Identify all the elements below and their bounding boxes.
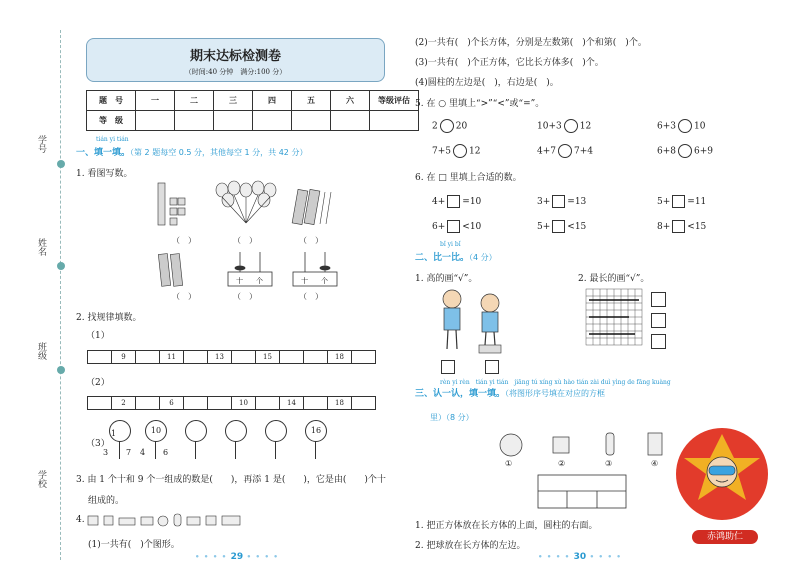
section3-heading (415, 386, 605, 399)
cube-icon (206, 516, 216, 525)
two-kids-illustration (425, 287, 525, 359)
section2-question-2: 2. 最长的画“√”。 (578, 274, 650, 284)
sequence-1 (87, 350, 375, 364)
flower-top[interactable] (225, 420, 247, 442)
score-grade-row (87, 111, 419, 131)
mascot-logo-text: 赤鸿助仁 (692, 530, 758, 544)
cube-icon (553, 437, 569, 453)
check-box[interactable] (485, 360, 499, 374)
cuboid-icon (222, 516, 240, 525)
score-input-cell[interactable] (136, 111, 175, 131)
compare-circle[interactable] (558, 144, 572, 158)
shape-label: ④ (651, 459, 659, 468)
sequence-cell: 14 (279, 396, 304, 410)
flower-top: 10 (145, 420, 167, 442)
cylinder-icon (174, 514, 181, 526)
score-cell: 四 (253, 91, 292, 111)
abacus-tens-label: 十 (236, 277, 243, 285)
gutter-badge (57, 160, 65, 168)
score-input-cell[interactable] (370, 111, 419, 131)
cuboid-icon (88, 516, 98, 525)
section1-points: （第 2 题每空 0.5 分，其他每空 1 分，共 42 分） (130, 148, 308, 157)
ball-icon (158, 516, 168, 526)
flower-stem (195, 441, 196, 459)
fill-item: 6+ <10 (432, 222, 482, 232)
stick-bundles-icon (158, 254, 182, 287)
answer-blank[interactable]: （ ） (172, 236, 196, 245)
section2-question-1: 1. 高的画“√”。 (415, 274, 478, 284)
answer-blank[interactable]: （ ） (233, 236, 257, 245)
flower-top: 16 (305, 420, 327, 442)
score-input-cell[interactable] (214, 111, 253, 131)
exam-subtitle: （时间:40 分钟 满分:100 分） (184, 68, 287, 76)
sequence-cell[interactable] (87, 396, 112, 410)
fill-box[interactable] (672, 195, 685, 208)
binding-line (60, 30, 61, 560)
answer-blank[interactable]: （ ） (233, 292, 257, 301)
exam-title: 期末达标检测卷 (189, 49, 281, 64)
student-number-label: 学号 (36, 135, 46, 153)
stick-bundles-icon (292, 189, 331, 224)
school-label: 学校 (36, 470, 46, 488)
compare-circle[interactable] (453, 144, 467, 158)
section2-label: 二、比一比。 (415, 253, 470, 263)
counting-pictures-row1 (150, 178, 350, 230)
sequence-cell[interactable] (255, 396, 280, 410)
page-number-text: 29 (230, 552, 244, 562)
section3-question-1: 1. 把正方体放在长方体的上面，圆柱的右面。 (415, 521, 598, 531)
compare-item: 4+7 7+4 (537, 144, 593, 158)
flower-number: 1 (111, 429, 117, 438)
abacus-ones-label: 个 (321, 277, 328, 285)
cuboid-icon (187, 517, 200, 525)
cuboid-icon (119, 518, 135, 525)
fill-item: 5+ =11 (657, 197, 707, 207)
question-1: 1. 看图写数。 (76, 169, 133, 179)
fill-item: 5+ <15 (537, 222, 587, 232)
section3-label: 三、认一认，填一填。 (415, 389, 506, 399)
section1-label: 一、填一填。 (76, 148, 131, 158)
sequence-cell[interactable] (303, 350, 328, 364)
check-box[interactable] (441, 360, 455, 374)
section3-heading-cont (430, 412, 474, 423)
score-cell: 三 (214, 91, 253, 111)
cube-stack-icon (158, 183, 185, 225)
section3-pinyin: rèn yi rèn tián yi tián jiāng tú xíng xù hào tián zài duì yìng de fāng kuàng (440, 379, 671, 386)
sequence-cell[interactable] (87, 350, 112, 364)
sequence-cell: 10 (231, 396, 256, 410)
compare-item: 7+5 12 (432, 144, 480, 158)
sequence-cell[interactable] (231, 350, 256, 364)
fill-item: 3+ =13 (537, 197, 587, 207)
ball-icon (500, 434, 522, 456)
score-input-cell[interactable] (253, 111, 292, 131)
section2-heading (415, 250, 497, 263)
sequence-cell: 11 (159, 350, 184, 364)
compare-item: 6+3 10 (657, 119, 705, 133)
sequence-cell: 18 (327, 396, 352, 410)
shape-label: ③ (605, 459, 613, 468)
mascot-logo (676, 428, 768, 520)
kid-head-icon (481, 294, 499, 312)
question-2-part-2: （2） (86, 378, 110, 388)
sequence-cell[interactable] (207, 396, 232, 410)
question-2: 2. 找规律填数。 (76, 313, 142, 323)
shapes-row (86, 512, 266, 528)
sequence-cell[interactable] (183, 396, 208, 410)
fill-box[interactable] (672, 220, 685, 233)
score-table (86, 90, 419, 131)
compare-circle[interactable] (678, 119, 692, 133)
score-cell: 二 (175, 91, 214, 111)
abacus-ones-label: 个 (256, 277, 263, 285)
question-4: 4. (76, 515, 85, 525)
sequence-cell[interactable] (135, 396, 160, 410)
sequence-cell: 13 (207, 350, 232, 364)
compare-circle[interactable] (564, 119, 578, 133)
counting-pictures-row2 (150, 250, 350, 290)
sequence-cell[interactable] (279, 350, 304, 364)
score-input-cell[interactable] (292, 111, 331, 131)
fill-item: 8+ <15 (657, 222, 707, 232)
cube-icon (104, 516, 113, 525)
page-number-left: • • • • 29 • • • • (195, 552, 279, 562)
question-4-part-3: (3)一共有( )个正方体，它比长方体多( )个。 (415, 58, 604, 68)
fill-item: 4+ =10 (432, 197, 482, 207)
sequence-cell[interactable] (351, 396, 376, 410)
check-box[interactable] (651, 334, 666, 349)
cuboid-icon (141, 517, 153, 525)
question-3-line-2: 组成的。 (88, 496, 125, 506)
answer-blank[interactable]: （ ） (299, 292, 323, 301)
gutter-badge (57, 262, 65, 270)
kid-body-icon (444, 308, 460, 330)
score-cell: 一 (136, 91, 175, 111)
question-6: 6. 在 □ 里填上合适的数。 (415, 173, 522, 183)
section1-heading (76, 145, 307, 158)
sequence-cell[interactable] (183, 350, 208, 364)
page-number-right: • • • • 30 • • • • (538, 552, 622, 562)
question-3-line-1: 3. 由 1 个十和 9 个一组成的数是( )，再添 1 是( )，它是由( )个十 (76, 475, 386, 485)
score-cell: 题 号 (87, 91, 136, 111)
sequence-cell: 9 (111, 350, 136, 364)
mascot-face-icon (676, 428, 768, 520)
score-cell: 六 (331, 91, 370, 111)
leaf-number: 6 (163, 448, 169, 457)
flower-top[interactable] (185, 420, 207, 442)
gutter-badge (57, 366, 65, 374)
fill-box[interactable] (552, 220, 565, 233)
question-4-part-4: (4)圆柱的左边是( )，右边是( )。 (415, 78, 559, 88)
score-cell: 等级评估 (370, 91, 419, 111)
sequence-cell: 6 (159, 396, 184, 410)
solid-shapes-row (495, 430, 675, 462)
flower-stem (235, 441, 236, 459)
leaf-number: 7 (126, 448, 132, 457)
page-number-text: 30 (573, 552, 587, 562)
section3-question-2: 2. 把球放在长方体的左边。 (415, 541, 526, 551)
score-header-row (87, 91, 419, 111)
cylinder-icon (606, 433, 614, 455)
section1-pinyin: tián yi tián (96, 136, 129, 143)
score-cell: 五 (292, 91, 331, 111)
step-block-icon (479, 345, 501, 353)
fill-box[interactable] (552, 195, 565, 208)
leaf-number: 3 (103, 448, 109, 457)
sequence-cell: 18 (327, 350, 352, 364)
sequence-cell: 15 (255, 350, 280, 364)
fill-box[interactable] (447, 195, 460, 208)
question-4-part-1: (1)一共有( )个图形。 (88, 540, 180, 550)
kid-body-icon (482, 312, 498, 332)
score-cell: 等 级 (87, 111, 136, 131)
score-input-cell[interactable] (331, 111, 370, 131)
question-2-part-1: （1） (86, 331, 110, 341)
flower-stem (119, 441, 120, 459)
sequence-cell[interactable] (351, 350, 376, 364)
section2-points: （4 分） (469, 253, 497, 262)
section3-instruction: （将图形序号填在对应的方框 (505, 389, 606, 398)
flower-stem (315, 441, 316, 459)
exam-title-box (86, 38, 385, 82)
compare-circle[interactable] (678, 144, 692, 158)
section3-instruction-cont: 里）（8 分） (430, 413, 474, 422)
placement-grid (537, 474, 629, 510)
compare-item: 2 20 (432, 119, 467, 133)
question-2-part-3: （3） (86, 439, 110, 449)
flower-top[interactable] (265, 420, 287, 442)
answer-blank[interactable]: （ ） (172, 292, 196, 301)
flower-stem (275, 441, 276, 459)
sequence-cell: 2 (111, 396, 136, 410)
sequence-2 (87, 396, 375, 410)
fill-box[interactable] (447, 220, 460, 233)
compare-circle[interactable] (440, 119, 454, 133)
flower-stem (155, 441, 156, 459)
compare-item: 10+3 12 (537, 119, 591, 133)
question-5: 5. 在 ○ 里填上“>”“<”或“=”。 (415, 99, 545, 109)
section2-pinyin: bǐ yi bǐ (440, 241, 461, 248)
sequence-cell[interactable] (303, 396, 328, 410)
balloons-icon (216, 181, 276, 223)
check-box[interactable] (651, 313, 666, 328)
sequence-cell[interactable] (135, 350, 160, 364)
compare-item: 6+8 6+9 (657, 144, 713, 158)
name-label: 姓名 (36, 238, 46, 256)
question-4-part-2: (2)一共有( )个长方体，分别是左数第( )个和第( )个。 (415, 38, 647, 48)
kid-head-icon (443, 290, 461, 308)
leaf-number: 4 (140, 448, 146, 457)
abacus-tens-label: 十 (301, 277, 308, 285)
shape-label: ② (558, 459, 566, 468)
cuboid-icon (648, 433, 662, 455)
grid-lines-figure (585, 288, 645, 348)
class-label: 班级 (36, 342, 46, 360)
answer-blank[interactable]: （ ） (299, 236, 323, 245)
score-input-cell[interactable] (175, 111, 214, 131)
shape-label: ① (505, 459, 513, 468)
check-box[interactable] (651, 292, 666, 307)
